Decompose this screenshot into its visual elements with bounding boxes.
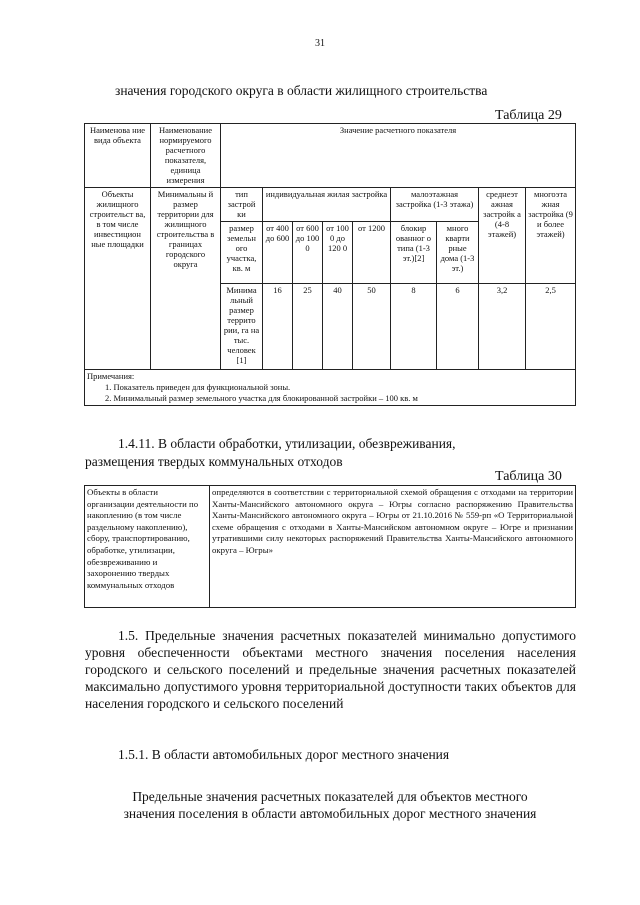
section-1411-title-line1: 1.4.11. В области обработки, утилизации, обезвреживания,	[118, 436, 456, 451]
section-1411-title-line2: размещения твердых коммунальных отходов	[85, 454, 343, 469]
section-heading-continuation: значения городского округа в области жилищного строительства	[115, 83, 488, 98]
group-multistory-housing: многоэта жная застройка (9 и более этажей)	[526, 188, 576, 284]
value-cell: 40	[323, 284, 353, 370]
waste-objects-cell: Объекты в области организации деятельности по накоплению (в том числе раздельному накоплению), сбору, транспортированию, обработке, утилизации, обезвреживанию и захоронению твердых коммунальных отходов	[85, 486, 210, 608]
indicator-name-cell: Минимальны й размер территории для жилищного строительства в границах городского округа	[151, 188, 221, 370]
section-15-paragraph: 1.5. Предельные значения расчетных показателей минимально допустимого уровня обеспеченности объектами местного значения поселения населения городского и сельского поселений и предельные значения расчетных показателей максимально допустимого уровня территориальной доступности таких объектов для населения городского и сельского поселений	[85, 628, 576, 711]
note-item: 1. Показатель приведен для функциональной зоны.	[105, 382, 291, 392]
plot-size-cell: от 100 0 до 120 0	[323, 222, 353, 284]
group-lowrise-housing: малоэтажная застройка (1-3 этажа)	[391, 188, 479, 222]
building-type-label: тип застрой ки	[221, 188, 263, 222]
value-cell: 6	[437, 284, 479, 370]
min-area-label: Минима льный размер террито рии, га на тыс. человек [1]	[221, 284, 263, 370]
value-cell: 2,5	[526, 284, 576, 370]
plot-size-cell: от 1200	[353, 222, 391, 284]
table-30	[84, 485, 576, 608]
value-cell: 8	[391, 284, 437, 370]
header-indicator-value: Значение расчетного показателя	[221, 124, 576, 188]
page-number: 31	[315, 38, 325, 49]
header-indicator-name: Наименование нормируемого расчетного показателя, единица измерения	[151, 124, 221, 188]
group-midrise-housing: среднеэт ажная застройк а (4-8 этажей)	[479, 188, 526, 284]
object-name-cell: Объекты жилищного строительст ва, в том числе инвестицион ные площадки	[85, 188, 151, 370]
value-cell: 50	[353, 284, 391, 370]
waste-regulation-cell: определяются в соответствии с территориальной схемой обращения с отходами на территории Ханты-Мансийского автономного округа – Югры согласно распоряжению Правительства Ханты-Мансийского автономного округа – Югры от 21.10.2016 № 559-рп «О Территориальной схеме обращения с отходами в Ханты-Мансийском автономном округе – Югре и признании утратившими силу некоторых распоряжений Правительства Ханты-Мансийского автономного округа – Югры»	[210, 486, 576, 608]
note-item: 2. Минимальный размер земельного участка для блокированной застройки – 100 кв. м	[105, 393, 418, 403]
lowrise-type-cell: много кварти рные дома (1-3 эт.)	[437, 222, 479, 284]
header-object-type: Наименова ние вида объекта	[85, 124, 151, 188]
section-151-title: 1.5.1. В области автомобильных дорог местного значения	[118, 747, 450, 762]
notes-title: Примечания:	[87, 371, 135, 381]
table-29-caption: Таблица 29	[495, 108, 562, 123]
value-cell: 3,2	[479, 284, 526, 370]
plot-size-label: размер земельн ого участка, кв. м	[221, 222, 263, 284]
table-29	[84, 123, 576, 406]
group-individual-housing: индивидуальная жилая застройка	[263, 188, 391, 222]
value-cell: 25	[293, 284, 323, 370]
closing-heading-line1: Предельные значения расчетных показателей для объектов местного	[132, 789, 528, 804]
value-cell: 16	[263, 284, 293, 370]
table-30-caption: Таблица 30	[495, 469, 562, 484]
plot-size-cell: от 600 до 100 0	[293, 222, 323, 284]
lowrise-type-cell: блокир ованног о типа (1-3 эт.)[2]	[391, 222, 437, 284]
plot-size-cell: от 400 до 600	[263, 222, 293, 284]
closing-heading-line2: значения поселения в области автомобильных дорог местного значения	[123, 806, 537, 821]
table-29-notes	[85, 370, 576, 406]
